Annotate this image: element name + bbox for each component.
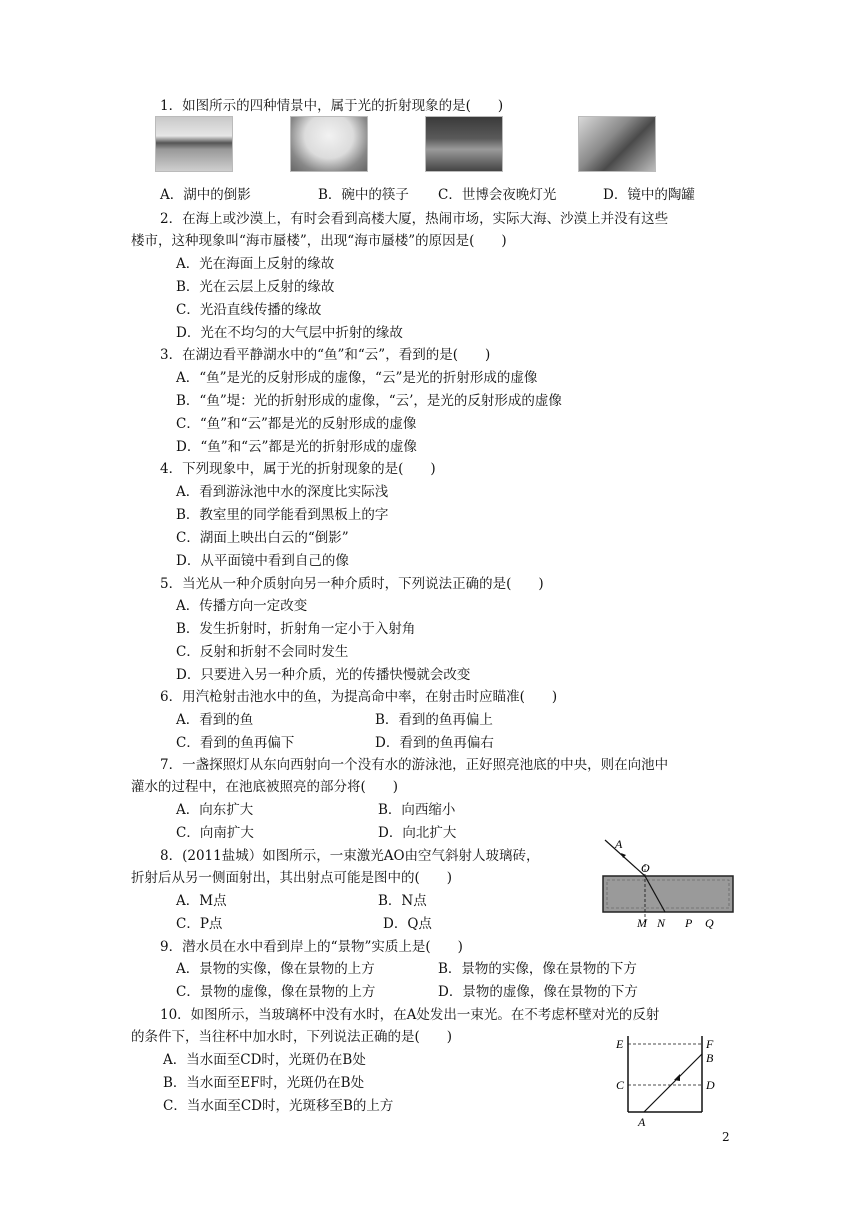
q7-stem-line2: 灌水的过程中，在池底被照亮的部分将( ) [131,779,399,795]
q2-option-d: D．光在不均匀的大气层中折射的缘故 [176,325,403,341]
q1-option-a: A．湖中的倒影 [160,187,251,203]
q5-option-d: D．只要进入另一种介质，光的传播快慢就会改变 [176,667,471,683]
q4-stem: 4．下列现象中，属于光的折射现象的是( ) [160,461,436,477]
q6-option-d: D．看到的鱼再偏右 [375,735,494,751]
q9-option-a: A．景物的实像，像在景物的上方 [176,961,375,977]
q10-label-b: B [706,1051,714,1065]
q10-label-d: D [706,1078,715,1092]
q1-option-b: B．碗中的筷子 [318,187,409,203]
q3-option-b: B．“鱼”堤：光的折射形成的虚像，“云’，是光的反射形成的虚像 [176,393,562,409]
q10-label-a: A [638,1115,646,1129]
q8-stem-line1: 8．(2011盐城）如图所示，一束激光AO由空气斜射人玻璃砖， [160,848,540,864]
q1-photo-expo-night-lights [425,116,503,172]
q10-option-c: C．当水面至CD时，光斑移至B的上方 [163,1098,394,1114]
q10-stem-line2: 的条件下，当往杯中加水时，下列说法正确的是( ) [131,1029,453,1045]
q8-label-m: M [637,916,647,930]
q8-option-b: B．N点 [378,893,427,909]
q5-option-a: A．传播方向一定改变 [176,598,308,614]
q8-stem-line2: 折射后从另一侧面射出，其出射点可能是图中的( ) [131,870,453,886]
q9-option-d: D．景物的虚像，像在景物的下方 [438,984,638,1000]
q8-label-q: Q [705,916,714,930]
q1-option-c: C．世博会夜晚灯光 [438,187,557,203]
q5-stem: 5．当光从一种介质射向另一种介质时，下列说法正确的是( ) [160,576,544,592]
q8-label-n: N [657,916,666,930]
q1-photo-mirror-jar [578,116,656,172]
q8-label-p: P [685,916,693,930]
q7-option-d: D．向北扩大 [378,825,457,841]
q10-option-a: A．当水面至CD时，光斑仍在B处 [163,1052,366,1068]
q6-option-b: B．看到的鱼再偏上 [375,712,493,728]
q4-option-d: D．从平面镜中看到自己的像 [176,553,349,569]
q1-stem: 1．如图所示的四种情景中，属于光的折射现象的是( ) [160,98,504,114]
q10-label-c: C [616,1078,625,1092]
q5-option-c: C．反射和折射不会同时发生 [176,644,349,660]
q1-option-d: D．镜中的陶罐 [603,187,695,203]
q3-stem: 3．在湖边看平静湖水中的“鱼”和“云”，看到的是( ) [160,347,491,363]
q10-label-e: E [616,1037,624,1051]
q10-figure-glass-cup [610,1030,720,1130]
q8-option-d: D．Q点 [383,916,432,932]
q9-option-c: C．景物的虚像，像在景物的上方 [176,984,376,1000]
q9-stem: 9．潜水员在水中看到岸上的“景物”实质上是( ) [160,939,463,955]
q4-option-a: A．看到游泳池中水的深度比实际浅 [176,484,389,500]
q5-option-b: B．发生折射时，折射角一定小于入射角 [176,621,416,637]
q3-option-a: A．“鱼”是光的反射形成的虚像，“云”是光的折射形成的虚像 [176,370,538,386]
q7-stem-line1: 7．一盏探照灯从东向西射向一个没有水的游泳池，正好照亮池底的中央，则在向池中 [160,757,669,773]
q10-label-f: F [706,1037,714,1051]
q4-option-c: C．湖面上映出白云的“倒影” [176,530,349,546]
q8-label-a: A [615,837,623,851]
q8-label-o: O [641,861,650,875]
q1-photo-bowl-chopsticks [290,116,368,172]
q8-option-c: C．P点 [176,916,223,932]
q10-option-b: B．当水面至EF时，光斑仍在B处 [163,1075,365,1091]
q2-option-a: A．光在海面上反射的缘故 [176,256,335,272]
q6-option-a: A．看到的鱼 [176,712,254,728]
q1-photo-lake-reflection [155,116,233,172]
q10-stem-line1: 10．如图所示，当玻璃杯中没有水时，在A处发出一束光。在不考虑杯壁对光的反射 [160,1007,660,1023]
q2-option-c: C．光沿直线传播的缘故 [176,302,322,318]
q2-stem-line2: 楼市，这种现象叫“海市蜃楼”，出现“海市蜃楼”的原因是( ) [131,233,507,249]
q8-figure-glass-block [595,836,740,931]
q2-option-b: B．光在云层上反射的缘故 [176,279,335,295]
q7-option-b: B．向西缩小 [378,802,456,818]
q7-option-a: A．向东扩大 [176,802,254,818]
q3-option-c: C．“鱼”和“云”都是光的反射形成的虚像 [176,416,417,432]
page-number: 2 [722,1130,730,1144]
q3-option-d: D．“鱼”和“云”都是光的折射形成的虚像 [176,439,417,455]
q4-option-b: B．教室里的同学能看到黑板上的字 [176,507,389,523]
q9-option-b: B．景物的实像，像在景物的下方 [438,961,637,977]
q6-stem: 6．用汽枪射击池水中的鱼，为提高命中率，在射击时应瞄准( ) [160,689,558,705]
q8-option-a: A．M点 [176,893,227,909]
q7-option-c: C．向南扩大 [176,825,254,841]
q6-option-c: C．看到的鱼再偏下 [176,735,295,751]
q2-stem-line1: 2．在海上或沙漠上，有时会看到高楼大厦，热闹市场，实际大海、沙漠上并没有这些 [160,211,669,227]
